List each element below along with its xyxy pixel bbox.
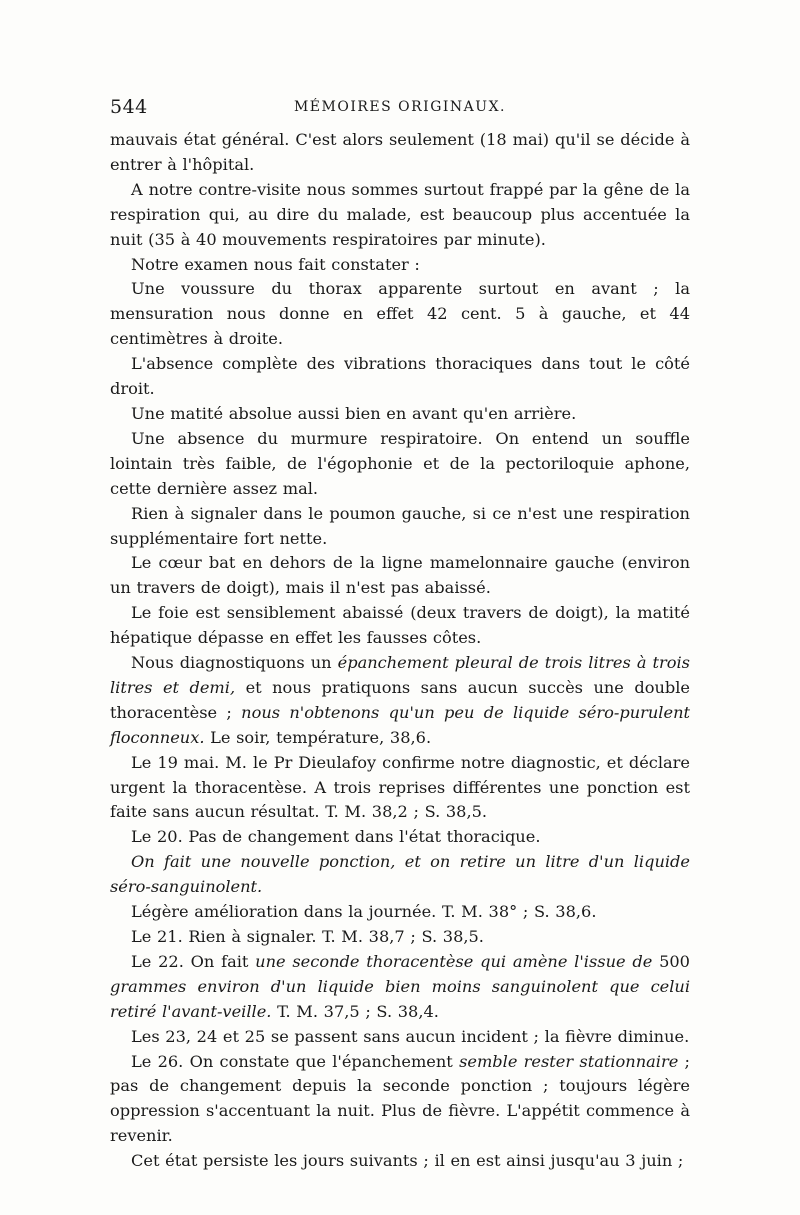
paragraph xyxy=(110,1050,690,1150)
paragraph xyxy=(110,651,690,751)
text-run: 500 xyxy=(652,951,690,971)
paragraph: Le 19 mai. M. le Pr Dieulafoy confirme notre diagnostic, et déclare urgent la thoracentèse. A trois reprises différentes une ponction est faite sans aucun résultat. T. M. 38,2 ; S. 38,5. xyxy=(110,752,690,822)
text-run: Le 26. On constate que l'épanchement xyxy=(131,1051,460,1071)
page-number: 544 xyxy=(110,96,148,118)
text-run: Le 22. On fait xyxy=(131,951,256,971)
paragraph: L'absence complète des vibrations thoraciques dans tout le côté droit. xyxy=(110,354,690,399)
paragraph: On fait une nouvelle ponction, et on retire un litre d'un liquide séro-sanguinolent. xyxy=(110,852,690,897)
paragraph: Une matité absolue aussi bien en avant qu'en arrière. xyxy=(131,403,577,423)
paragraph: Le 21. Rien à signaler. T. M. 38,7 ; S. 38,5. xyxy=(131,927,484,946)
text-run: T. M. 37,5 ; S. 38,4. xyxy=(271,1001,439,1021)
italic-run: épanchement pleural de trois litres à trois litres et demi, xyxy=(110,653,690,697)
text-run: et nous pratiquons sans aucun succès une double thoracentèse ; xyxy=(110,677,690,722)
paragraph: A notre contre-visite nous sommes surtout frappé par la gêne de la respiration qui, au dire du malade, est beaucoup plus accentuée la nuit (35 à 40 mouvements respiratoires par minute). xyxy=(110,179,690,249)
italic-run: semble rester stationnaire xyxy=(459,1051,679,1071)
text-run: Nous diagnostiquons un xyxy=(131,653,338,673)
paragraph: Légère amélioration dans la journée. T. M. 38° ; S. 38,6. xyxy=(131,902,597,922)
paragraph: Le 20. Pas de changement dans l'état thoracique. xyxy=(131,827,541,847)
paragraph: mauvais état général. C'est alors seulement (18 mai) qu'il se décide à entrer à l'hôpital. xyxy=(110,130,690,174)
italic-run: nous n'obtenons qu'un peu de liquide séro-purulent floconneux. xyxy=(110,702,690,747)
text-run: Le soir, température, 38,6. xyxy=(204,727,432,747)
paragraph: Le foie est sensiblement abaissé (deux travers de doigt), la matité hépatique dépasse en effet les fausses côtes. xyxy=(110,603,690,648)
body-text xyxy=(110,128,690,1174)
paragraph: Une voussure du thorax apparente surtout en avant ; la mensuration nous donne en effet 42 cent. 5 à gauche, et 44 centimètres à droite. xyxy=(110,279,690,349)
paragraph: Cet état persiste les jours suivants ; il en est ainsi jusqu'au 3 juin ; xyxy=(131,1151,684,1171)
italic-run: une seconde thoracentèse qui amène l'issue de xyxy=(255,951,653,971)
paragraph: Une absence du murmure respiratoire. On entend un souffle lointain très faible, de l'égophonie et de la pectoriloquie aphone, cette dernière assez mal. xyxy=(110,428,690,498)
paragraph: Rien à signaler dans le poumon gauche, si ce n'est une respiration supplémentaire fort nette. xyxy=(110,503,690,548)
paragraph: Notre examen nous fait constater : xyxy=(131,254,420,274)
text-run: ; pas de changement depuis la seconde ponction ; toujours légère oppression s'accentuant la nuit. Plus de fièvre. L'appétit commence à revenir. xyxy=(110,1051,690,1146)
paragraph xyxy=(110,950,690,1025)
paragraph: Le cœur bat en dehors de la ligne mamelonnaire gauche (environ un travers de doigt), mais il n'est pas abaissé. xyxy=(110,553,690,598)
italic-run: grammes environ d'un liquide bien moins sanguinolent que celui retiré l'avant-veille. xyxy=(110,976,690,1021)
page-header xyxy=(110,96,690,126)
running-title: MÉMOIRES ORIGINAUX. xyxy=(293,99,507,115)
paragraph: Les 23, 24 et 25 se passent sans aucun incident ; la fièvre diminue. xyxy=(131,1026,690,1046)
